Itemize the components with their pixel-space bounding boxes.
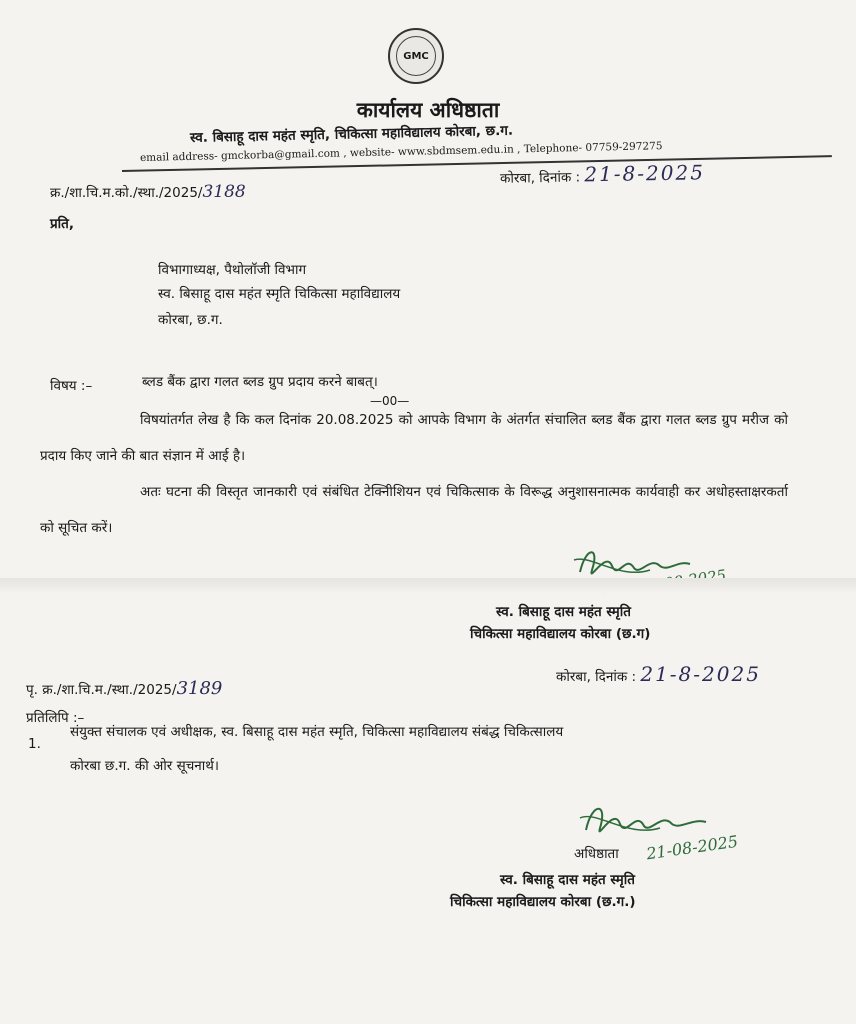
place-date-label: कोरबा, दिनांक :	[499, 169, 581, 187]
signatory-line-1b: चिकित्सा महाविद्यालय कोरबा (छ.ग)	[470, 626, 651, 642]
copy-place-date	[556, 662, 761, 686]
copy-item-line-2: कोरबा छ.ग. की ओर सूचनार्थ।	[70, 758, 220, 774]
signatory-line-2a: स्व. बिसाहू दास महंत स्मृति	[500, 872, 635, 888]
office-title: कार्यालय अधिष्ठाता	[356, 98, 500, 122]
addressee-line-2: स्व. बिसाहू दास महंत स्मृति चिकित्सा महाविद्यालय	[158, 286, 401, 302]
subject-text: ब्लड बैंक द्वारा गलत ब्लड ग्रुप प्रदाय करने बाबत्।	[142, 374, 378, 390]
signature-date-2: 21-08-2025	[645, 831, 740, 864]
contact-details: email address- gmckorba@gmail.com , website- www.sbdmsem.edu.in , Telephone- 07759-297275	[139, 140, 663, 164]
signatory-designation-2: अधिष्ठाता	[574, 846, 619, 862]
body-paragraph-1: विषयांतर्गत लेख है कि कल दिनांक 20.08.2025 को आपके विभाग के अंतर्गत संचालित ब्लड बैंक द्वारा गलत ब्लड ग्रुप मरीज को प्रदाय किए जाने की बात संज्ञान में आई है।	[40, 412, 788, 464]
copy-reference-prefix: पृ. क्र./शा.चि.म./स्था./2025/	[26, 682, 177, 698]
copy-reference-number-handwritten: 3189	[176, 678, 223, 699]
reference-number	[50, 182, 246, 202]
signatory-line-1a: स्व. बिसाहू दास महंत स्मृति	[496, 604, 631, 620]
date-handwritten: 21-8-2025	[584, 160, 706, 187]
addressee-label: प्रति,	[50, 216, 75, 232]
logo-emblem: GMC	[396, 36, 436, 76]
body-paragraph-2: अतः घटना की विस्तृत जानकारी एवं संबंधित टेक्निीशियन एवं चिकित्साक के विरूद्ध अनुशासनात्मक कार्यवाही कर अधोहस्ताक्षरकर्ता को सूचित करें।	[40, 484, 788, 536]
copy-label: प्रतिलिपि :–	[26, 710, 85, 726]
college-logo	[388, 28, 444, 84]
reference-number-handwritten: 3188	[202, 182, 246, 202]
fold-shadow	[0, 578, 856, 594]
copy-place-date-label: कोरबा, दिनांक :	[556, 669, 637, 685]
subject-separator: —00—	[370, 394, 410, 408]
copy-item-number: 1.	[28, 736, 41, 752]
addressee-line-1: विभागाध्यक्ष, पैथोलॉजी विभाग	[158, 262, 307, 278]
place-date	[500, 160, 705, 188]
college-name: स्व. बिसाहू दास महंत स्मृति, चिकित्सा महाविद्यालय कोरबा, छ.ग.	[189, 122, 514, 146]
copy-item-line-1: संयुक्त संचालक एवं अधीक्षक, स्व. बिसाहू दास महंत स्मृति, चिकित्सा महाविद्यालय संबंद्ध चिकित्सालय	[70, 724, 564, 740]
signatory-line-2b: चिकित्सा महाविद्यालय कोरबा (छ.ग.)	[450, 894, 636, 910]
reference-prefix: क्र./शा.चि.म.को./स्था./2025/	[50, 185, 203, 201]
copy-date-handwritten: 21-8-2025	[640, 662, 761, 686]
subject-label: विषय :–	[50, 378, 93, 394]
addressee-line-3: कोरबा, छ.ग.	[158, 312, 223, 328]
copy-reference	[26, 678, 222, 699]
